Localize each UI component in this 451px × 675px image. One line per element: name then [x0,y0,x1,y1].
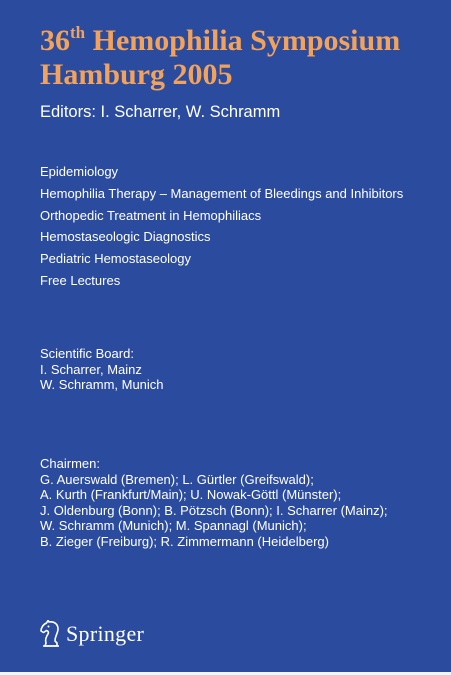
chairmen-line: A. Kurth (Frankfurt/Main); U. Nowak-Göttl (Münster); [40,487,342,502]
chess-knight-icon [38,620,62,648]
publisher-name: Springer [66,621,145,646]
book-title [40,24,400,92]
chairmen-block [40,456,388,549]
chairmen-heading: Chairmen: [40,456,100,471]
chairmen-line: B. Zieger (Freiburg); R. Zimmermann (Heidelberg) [40,533,329,549]
chairmen-line: G. Auerswald (Bremen); L. Gürtler (Greifswald); [40,471,314,487]
board-member: I. Scharrer, Mainz [40,361,142,377]
topic-item: Pediatric Hemostaseology [40,251,192,267]
scientific-board [40,346,164,393]
board-member: W. Schramm, Munich [40,377,164,392]
editors-line: Editors: I. Scharrer, W. Schramm [40,103,281,121]
topic-item: Hemophilia Therapy – Management of Bleedings and Inhibitors [40,185,404,201]
topics-list [40,161,403,292]
publisher-logo [38,620,144,648]
title-line-2: Hamburg 2005 [40,58,233,91]
topic-item: Hemostaseologic Diagnostics [40,229,211,245]
scientific-board-heading: Scientific Board: [40,346,134,361]
title-line-1 [40,24,400,58]
topic-item: Free Lectures [40,272,121,288]
title-line-1-rest: Hemophilia Symposium [92,24,401,57]
chairmen-line: J. Oldenburg (Bonn); B. Pötzsch (Bonn); I. Scharrer (Mainz); [40,502,388,518]
chairmen-line: W. Schramm (Munich); M. Spannagl (Munich); [40,518,307,533]
topic-item: Epidemiology [40,164,119,179]
topic-item: Orthopedic Treatment in Hemophiliacs [40,207,262,223]
title-ordinal: th [70,23,86,42]
title-number: 36 [40,24,70,57]
